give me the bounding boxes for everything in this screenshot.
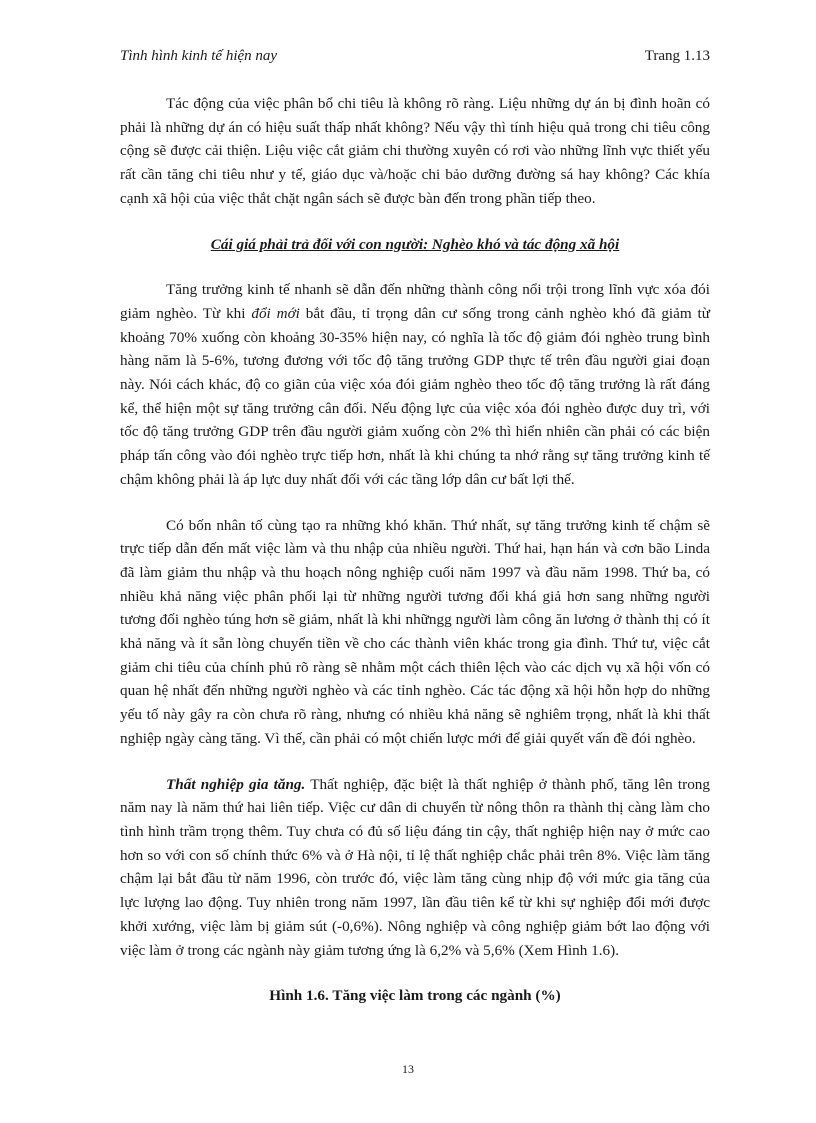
paragraph-text: Tăng trưởng kinh tế nhanh sẽ dẫn đến những thành công nổi trội trong lĩnh vực xóa đói giảm nghèo. Từ khi xyxy=(120,281,710,322)
italic-term: đổi mới xyxy=(251,304,300,322)
paragraph-budget-allocation: Tác động của việc phân bổ chi tiêu là không rõ ràng. Liệu những dự án bị đình hoãn có phải là những dự án có hiệu suất thấp nhất không? Nếu vậy thì tính hiệu quả trong chi tiêu công cộng sẽ được cải thiện. Liệu việc cắt giảm chi thường xuyên có rơi vào những lĩnh vực thiết yếu rất cần tăng chi tiêu như y tế, giáo dục và/hoặc chi bảo dưỡng đường sá hay không? Các khía cạnh xã hội của việc thắt chặt ngân sách sẽ được bàn đến trong phần tiếp theo. xyxy=(120,95,710,207)
page-label: Trang 1.13 xyxy=(644,48,710,64)
paragraph-unemployment xyxy=(120,773,710,963)
paragraph-text: bắt đầu, tỉ trọng dân cư sống trong cảnh nghèo khó đã giảm từ khoảng 70% xuống còn khoảng 30-35% hiện nay, có nghĩa là tốc độ giảm đói nghèo trung bình hàng năm là 5-6%, tương đương với tốc độ tăng trưởng GDP thực tế trên đầu người giai đoạn này. Nói cách khác, độ co giãn của việc xóa đói giảm nghèo theo tốc độ tăng trưởng là rất đáng kể, thể hiện một sự tăng trưởng cân đối. Nếu động lực của việc xóa đói nghèo được duy trì, với tốc độ tăng trưởng GDP trên đầu người giảm xuống còn 2% thì hiển nhiên cần phải có các biện pháp tấn công vào đói nghèo trực tiếp hơn, nhất là khi chúng ta nhớ rằng sự tăng trưởng kinh tế chậm không phải là áp lực duy nhất đối với các tầng lớp dân cư bất lợi thế. xyxy=(120,304,711,488)
document-body xyxy=(120,92,710,1008)
page-header xyxy=(120,48,710,70)
paragraph-four-factors: Có bốn nhân tố cùng tạo ra những khó khăn. Thứ nhất, sự tăng trưởng kinh tế chậm sẽ trực tiếp dẫn đến mất việc làm và thu nhập của nhiều người. Thứ hai, hạn hán và cơn bão Linda đã làm giảm thu nhập và thu hoạch nông nghiệp cuối năm 1997 và đầu năm 1998. Thứ ba, có nhiều khả năng việc phân phối lại từ những người tương đối khá giả hơn sang những người tương đối nghèo túng hơn sẽ giảm, nhất là khi nhữngg người làm công ăn lương ở thành thị có ít khả năng và ít sẵn lòng chuyển tiền về cho các thành viên khác trong gia đình. Thứ tư, việc cắt giảm chi tiêu của chính phủ rõ ràng sẽ nhằm một cách thiên lệch vào các dịch vụ xã hội vốn có quan hệ nhất đến những người nghèo và các tỉnh nghèo. Các tác động xã hội hỗn hợp do những yếu tố này gây ra còn chưa rõ ràng, nhưng có nhiều khả năng sẽ nghiêm trọng, nhất là khi thất nghiệp ngày càng tăng. Vì thế, cần phải có một chiến lược mới để giải quyết vấn đề đói nghèo. xyxy=(120,516,710,747)
running-title: Tình hình kinh tế hiện nay xyxy=(120,48,278,64)
paragraph-poverty-reduction xyxy=(120,278,710,491)
page-number: 13 xyxy=(402,1062,414,1076)
section-heading: Cái giá phải trả đối với con người: Nghèo khó và tác động xã hội xyxy=(210,235,620,253)
figure-caption: Hình 1.6. Tăng việc làm trong các ngành (%) xyxy=(269,987,561,1005)
paragraph-text: Thất nghiệp, đặc biệt là thất nghiệp ở thành phố, tăng lên trong năm nay là năm thứ hai liên tiếp. Việc cư dân di chuyển từ nông thôn ra thành thị càng làm cho tình hình trầm trọng thêm. Tuy chưa có đủ số liệu đáng tin cậy, thất nghiệp hiện nay ở mức cao hơn so với con số chính thức 6% và ở Hà nội, tỉ lệ thất nghiệp chắc phải trên 8%. Việc làm tăng chậm lại bắt đầu từ năm 1996, còn trước đó, việc làm tăng cùng nhịp độ với mức gia tăng của lực lượng lao động. Tuy nhiên trong năm 1997, lần đầu tiên kể từ khi sự nghiệp đổi mới được khởi xướng, việc làm bị giảm sút (-0,6%). Nông nghiệp và công nghiệp giảm bớt lao động với việc làm ở trong các ngành này giảm tương ứng là 6,2% và 5,6% (Xem Hình 1.6). xyxy=(120,775,710,959)
paragraph-lead: Thất nghiệp gia tăng. xyxy=(166,775,306,793)
